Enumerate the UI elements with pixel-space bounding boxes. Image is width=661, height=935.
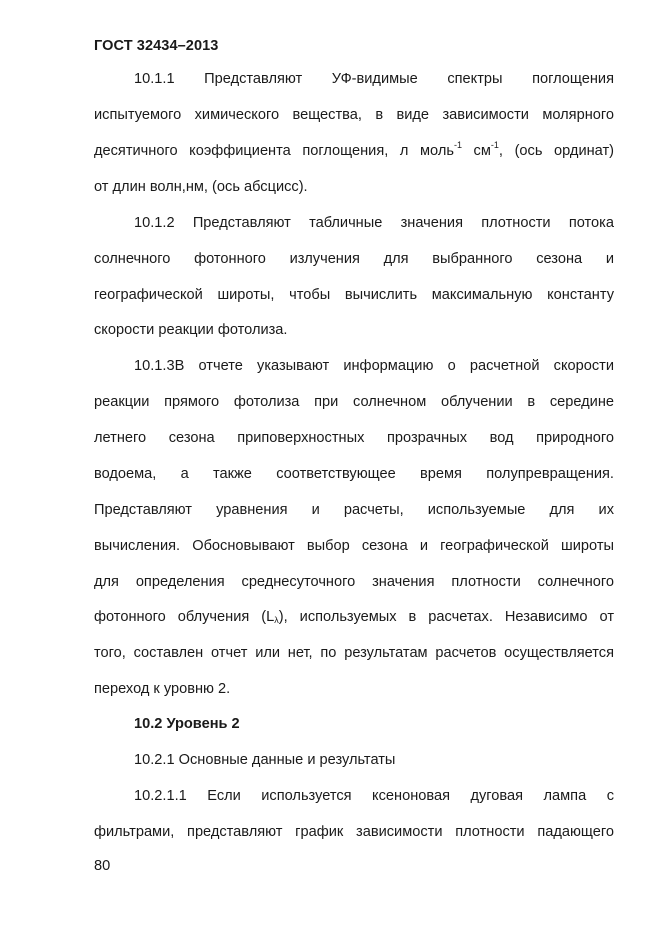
para-10-1-2-line-4: скорости реакции фотолиза. — [94, 322, 288, 338]
para-10-1-3-line-5: Представляют уравнения и расчеты, используемые для их — [94, 502, 614, 518]
subscript-lambda: λ — [274, 615, 279, 625]
para-10-1-3-line-10: переход к уровню 2. — [94, 681, 231, 697]
document-header: ГОСТ 32434–2013 — [94, 38, 219, 54]
para-10-1-1-line-3-text-a: десятичного коэффициента поглощения, л моль — [94, 143, 454, 159]
para-10-1-2-line-3: географической широты, чтобы вычислить максимальную константу — [94, 287, 614, 303]
para-10-1-3-line-8 — [94, 608, 614, 626]
para-10-1-3-line-7: для определения среднесуточного значения плотности солнечного — [94, 574, 614, 590]
para-10-1-1-line-2: испытуемого химического вещества, в виде зависимости молярного — [94, 107, 614, 123]
section-heading-10-2: 10.2 Уровень 2 — [134, 716, 240, 732]
para-10-1-3-line-1: 10.1.3В отчете указывают информацию о расчетной скорости — [134, 358, 614, 374]
para-10-1-3-line-6: вычисления. Обосновывают выбор сезона и географической широты — [94, 538, 614, 554]
para-10-1-3-line-9: того, составлен отчет или нет, по результатам расчетов осуществляется — [94, 645, 614, 661]
para-10-1-3-line-2: реакции прямого фотолиза при солнечном облучении в середине — [94, 394, 614, 410]
para-10-1-3-line-4: водоема, а также соответствующее время полупревращения. — [94, 466, 614, 482]
para-10-1-2-line-2: солнечного фотонного излучения для выбранного сезона и — [94, 251, 614, 267]
para-10-1-1-line-3-text-c: , (ось ординат) — [498, 143, 615, 159]
para-10-1-3-line-8-text-b: ), используемых в расчетах. Независимо от — [278, 609, 615, 625]
para-10-2-1-1-line-2: фильтрами, представляют график зависимости плотности падающего — [94, 824, 614, 840]
superscript-minus-one: -1 — [490, 140, 499, 150]
para-10-1-3-line-3: летнего сезона приповерхностных прозрачных вод природного — [94, 430, 614, 446]
page-number: 80 — [94, 858, 111, 874]
para-10-1-3-line-8-text-a: фотонного облучения (L — [94, 609, 275, 625]
para-10-1-2-line-1: 10.1.2 Представляют табличные значения плотности потока — [134, 215, 614, 231]
para-10-1-1-line-3 — [94, 142, 614, 160]
subsection-heading-10-2-1: 10.2.1 Основные данные и результаты — [134, 752, 396, 768]
para-10-1-1-line-3-text-b: см — [461, 143, 491, 159]
superscript-minus-one: -1 — [453, 140, 462, 150]
para-10-1-1-line-1: 10.1.1 Представляют УФ-видимые спектры поглощения — [134, 71, 614, 87]
para-10-1-1-line-4: от длин волн,нм, (ось абсцисс). — [94, 179, 308, 195]
para-10-2-1-1-line-1: 10.2.1.1 Если используется ксеноновая дуговая лампа с — [134, 788, 614, 804]
